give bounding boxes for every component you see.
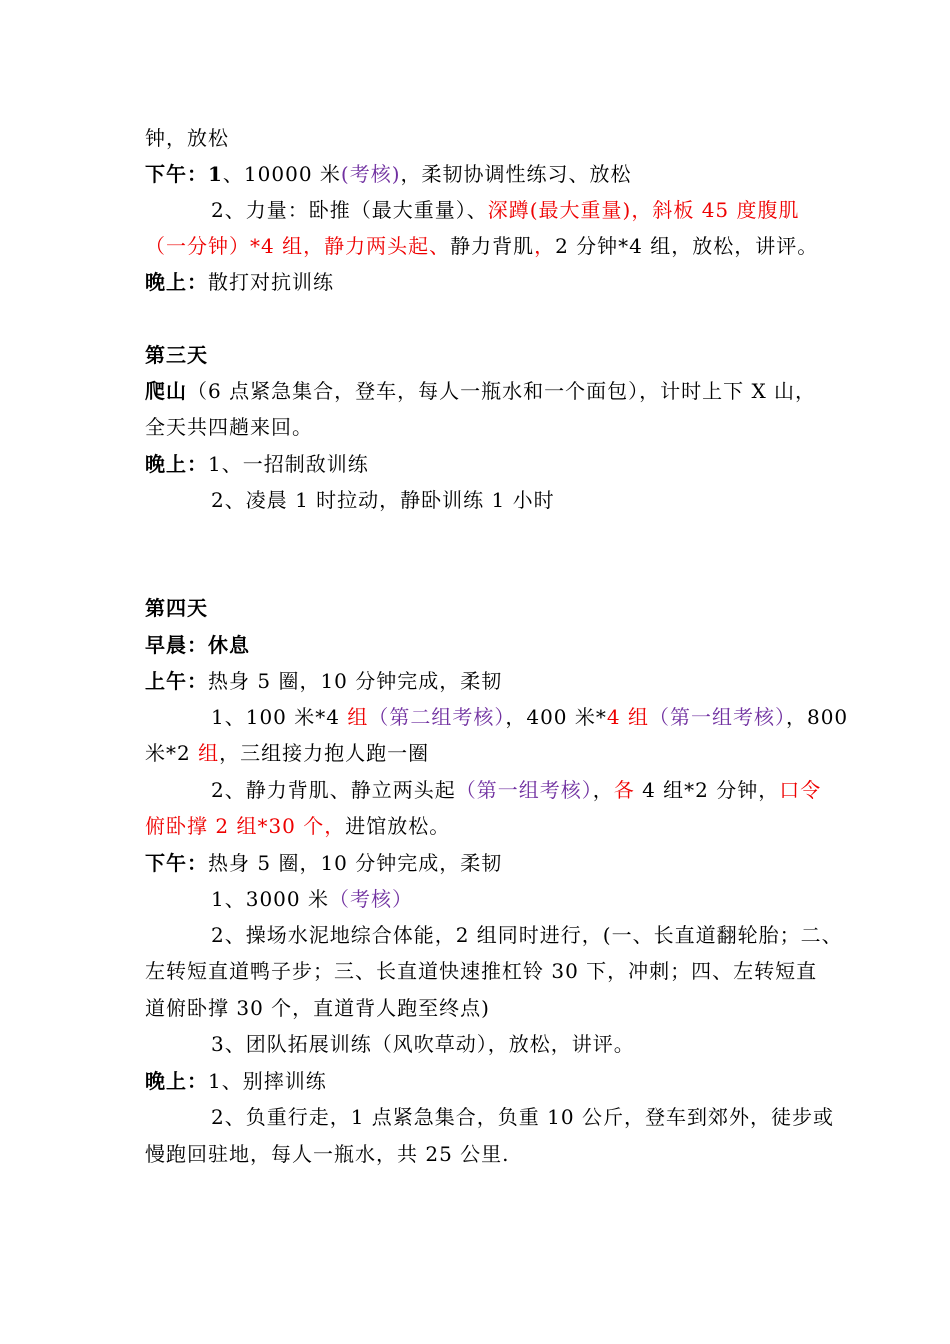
text-segment: 2、负重行走，1 点紧急集合，负重 10 公斤，登车到郊外，徒步或 <box>211 1105 834 1129</box>
text-segment: 进馆放松。 <box>345 814 451 838</box>
text-segment: 左转短直道鸭子步；三、长直道快速推杠铃 30 下，冲刺；四、左转短直 <box>145 959 818 983</box>
text-line <box>145 125 815 151</box>
text-line <box>211 922 881 948</box>
text-segment: 热身 5 圈，10 分钟完成，柔韧 <box>208 669 503 693</box>
text-line <box>145 668 815 694</box>
text-segment: ，400 米* <box>505 705 607 729</box>
text-line <box>145 269 815 295</box>
text-segment: 2、凌晨 1 时拉动，静卧训练 1 小时 <box>211 488 555 512</box>
text-segment: （6 点紧急集合，登车，每人一瓶水和一个面包），计时上下 X 山， <box>187 379 817 403</box>
text-segment: 组 <box>347 705 369 729</box>
text-segment: 1、一招制敌训练 <box>208 452 369 476</box>
section-heading <box>145 595 815 621</box>
text-segment: （第一组考核） <box>455 778 593 802</box>
text-line <box>211 886 881 912</box>
text-line <box>211 487 881 513</box>
text-segment: 第三天 <box>145 343 208 367</box>
text-segment: 深蹲(最大重量)，斜板 45 度腹肌 <box>487 198 800 222</box>
text-line <box>211 777 881 803</box>
text-segment: ，三组接力抱人跑一圈 <box>219 741 430 765</box>
text-segment: 组 <box>198 741 220 765</box>
text-line <box>145 378 815 404</box>
text-line <box>211 1031 881 1057</box>
text-line <box>145 740 815 766</box>
text-segment: 道俯卧撑 30 个，直道背人跑至终点) <box>145 996 490 1020</box>
text-line <box>145 233 819 259</box>
text-segment: 上午： <box>145 669 208 693</box>
text-segment: 钟，放松 <box>145 126 229 150</box>
text-segment: 2、静力背肌、静立两头起 <box>211 778 456 802</box>
section-heading <box>145 342 815 368</box>
text-line <box>145 850 815 876</box>
text-segment: （一分钟）*4 组，静力两头起、 <box>145 234 451 258</box>
text-line <box>211 1104 881 1130</box>
text-segment: 各 <box>613 778 635 802</box>
text-segment: (考核) <box>340 162 401 186</box>
text-segment: 下午：1 <box>145 162 223 186</box>
text-segment: 早晨：休息 <box>145 633 250 657</box>
text-segment: 3、团队拓展训练（风吹草动），放松，讲评。 <box>211 1032 635 1056</box>
text-segment: 1、3000 米 <box>211 887 329 911</box>
text-segment: （考核） <box>328 887 413 911</box>
text-segment: 、10000 米 <box>222 162 341 186</box>
text-line <box>145 414 815 440</box>
text-segment: 2、操场水泥地综合体能，2 组同时进行，(一、长直道翻轮胎；二、 <box>211 923 843 947</box>
text-segment: （第二组考核） <box>368 705 506 729</box>
text-segment: 散打对抗训练 <box>208 270 334 294</box>
text-line <box>145 813 815 839</box>
text-segment: 1、100 米*4 <box>211 705 348 729</box>
text-segment: 第四天 <box>145 596 208 620</box>
text-segment: 慢跑回驻地，每人一瓶水，共 25 公里. <box>145 1142 510 1166</box>
text-segment: 2 分钟*4 组，放松，讲评。 <box>555 234 819 258</box>
text-segment: 米*2 <box>145 741 199 765</box>
text-segment: ， <box>592 778 614 802</box>
text-segment: 1、别摔训练 <box>208 1069 327 1093</box>
text-line <box>145 1141 815 1167</box>
text-line <box>145 632 815 658</box>
text-segment: 4 组*2 分钟， <box>634 778 780 802</box>
text-segment: ，柔韧协调性练习、放松 <box>400 162 632 186</box>
text-line <box>145 958 818 984</box>
text-segment: 静力背肌 <box>450 234 535 258</box>
text-segment: 4 组 <box>606 705 649 729</box>
text-segment: 俯卧撑 2 组*30 个， <box>145 814 346 838</box>
text-segment: 爬山 <box>145 379 187 403</box>
text-segment: 全天共四趟来回。 <box>145 415 313 439</box>
text-line <box>145 161 815 187</box>
text-line <box>211 197 881 223</box>
text-line <box>145 1068 815 1094</box>
text-segment: 口令 <box>779 778 822 802</box>
text-line <box>211 704 881 730</box>
text-segment: （第一组考核） <box>648 705 786 729</box>
text-segment: 晚上： <box>145 270 208 294</box>
text-segment: 下午： <box>145 851 208 875</box>
text-line <box>145 451 815 477</box>
text-segment: 晚上： <box>145 452 208 476</box>
text-segment: ，800 <box>785 705 849 729</box>
text-line <box>145 995 815 1021</box>
text-segment: ， <box>534 234 556 258</box>
text-segment: 晚上： <box>145 1069 208 1093</box>
text-segment: 2、力量：卧推（最大重量）、 <box>211 198 488 222</box>
text-segment: 热身 5 圈，10 分钟完成，柔韧 <box>208 851 503 875</box>
